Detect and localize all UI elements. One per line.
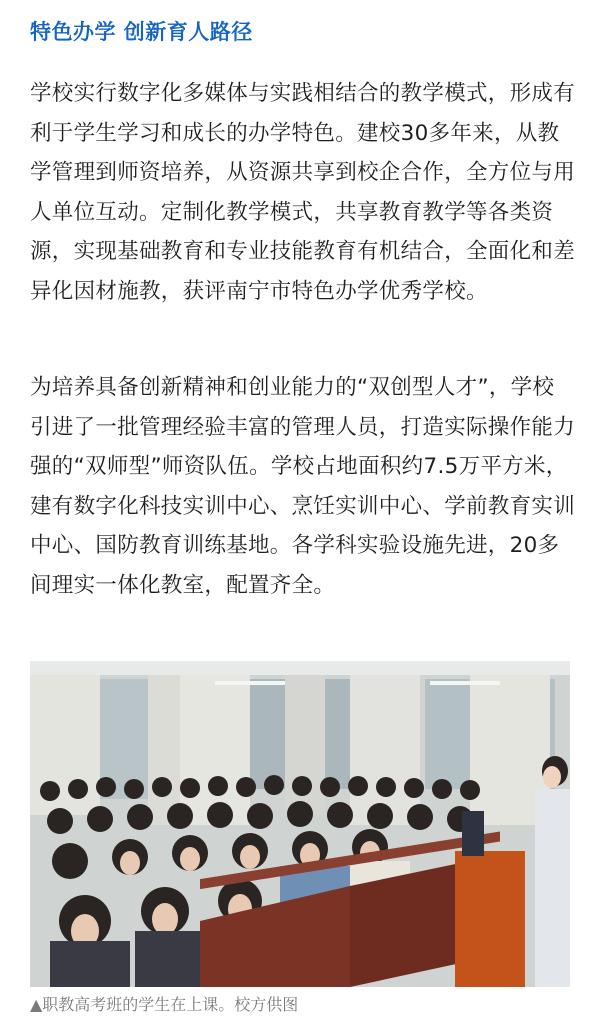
photo-caption: ▲职教高考班的学生在上课。校方供图 xyxy=(30,995,299,1014)
paragraph-2: 为培养具备创新精神和创业能力的“双创型人才”，学校引进了一批管理经验丰富的管理人员，打造实际操作能力强的“双师型”师资队伍。学校占地面积约7.5万平方米，建有数字化科技实训中心、烹饪实训中心、学前教育实训中心、国防教育训练基地。各学科实验设施先进，20多间理实一体化教室，配置齐全。 xyxy=(30,375,576,598)
classroom-photo-illustration xyxy=(30,661,570,987)
section-heading: 特色办学 创新育人路径 xyxy=(30,20,253,44)
classroom-photo xyxy=(30,661,570,987)
paragraph-1: 学校实行数字化多媒体与实践相结合的教学模式，形成有利于学生学习和成长的办学特色。建校30多年来，从教学管理到师资培养，从资源共享到校企合作，全方位与用人单位互动。定制化教学模式，共享教育教学等各类资源，实现基础教育和专业技能教育有机结合，全面化和差异化因材施教，获评南宁市特色办学优秀学校。 xyxy=(30,81,576,304)
